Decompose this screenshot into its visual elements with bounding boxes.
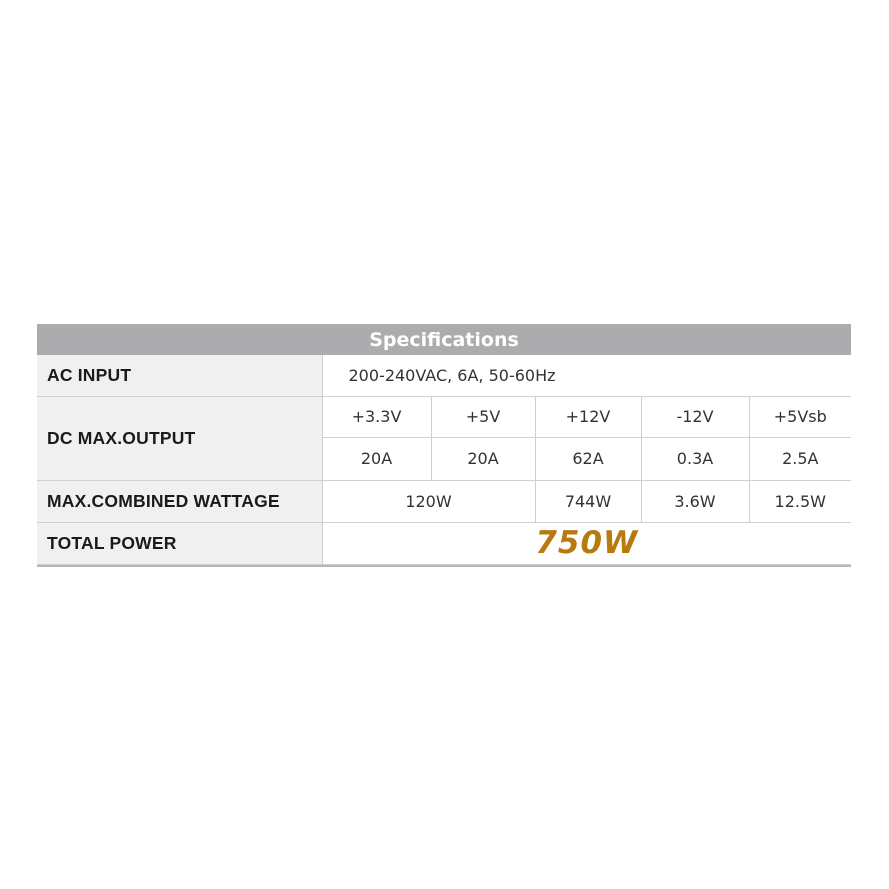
ac-input-label: AC INPUT [37, 355, 322, 396]
total-power-label: TOTAL POWER [37, 522, 322, 564]
wattage-3v3-5v: 120W [322, 480, 535, 522]
table-row-max-combined [37, 480, 851, 522]
current-12v: 62A [535, 437, 641, 480]
spec-grid [37, 355, 851, 565]
wattage-12v: 744W [535, 480, 641, 522]
rail-5vsb: +5Vsb [749, 396, 851, 437]
current-neg12v: 0.3A [641, 437, 749, 480]
specifications-table [37, 324, 851, 567]
rail-12v: +12V [535, 396, 641, 437]
table-row-total-power [37, 522, 851, 564]
wattage-neg12v: 3.6W [641, 480, 749, 522]
current-3v3: 20A [322, 437, 431, 480]
current-5v: 20A [431, 437, 535, 480]
rail-neg12v: -12V [641, 396, 749, 437]
current-5vsb: 2.5A [749, 437, 851, 480]
rail-5v: +5V [431, 396, 535, 437]
ac-input-value: 200-240VAC, 6A, 50-60Hz [322, 355, 851, 396]
table-row-ac-input [37, 355, 851, 396]
max-combined-wattage-label: MAX.COMBINED WATTAGE [37, 480, 322, 522]
wattage-5vsb: 12.5W [749, 480, 851, 522]
bottom-divider [37, 565, 851, 567]
table-row-dc-rails [37, 396, 851, 437]
dc-max-output-label: DC MAX.OUTPUT [37, 396, 322, 480]
specifications-title: Specifications [37, 324, 851, 355]
total-power-value: 750W [322, 522, 851, 564]
rail-3v3: +3.3V [322, 396, 431, 437]
